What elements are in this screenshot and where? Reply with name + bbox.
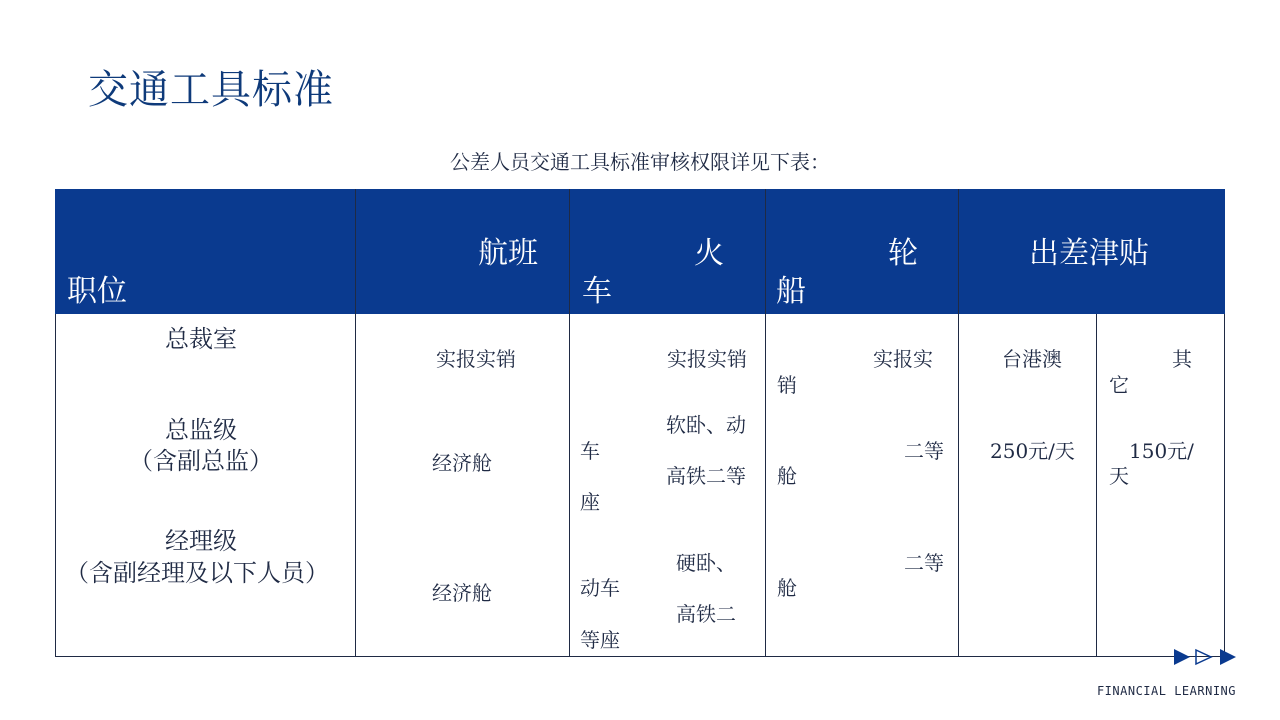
table-border-left [55,314,56,657]
train-cell: 等座 [580,628,620,652]
position-cell: （含副总监） [129,447,273,475]
navigation-arrows [1172,647,1240,671]
position-cell: 总裁室 [165,325,237,353]
allowance-region-cell: 250元/天 [990,439,1075,463]
table-border-right [1224,314,1225,657]
train-cell: 动车 [580,576,620,600]
transport-standards-table [55,189,1225,657]
train-cell: 软卧、动 [666,413,746,437]
play-arrow-filled-icon [1220,649,1236,665]
position-cell: （含副经理及以下人员） [65,559,329,587]
ship-cell: 舱 [777,464,797,488]
ship-cell: 二等 [904,551,944,575]
column-divider [569,189,570,657]
column-divider [1096,314,1097,657]
table-caption: 公差人员交通工具标准审核权限详见下表： [450,150,830,174]
position-cell: 总监级 [165,416,237,444]
footer-brand: FINANCIAL LEARNING [1096,684,1236,698]
ship-cell: 二等 [904,439,944,463]
flight-cell: 经济舱 [432,451,492,475]
flight-cell: 经济舱 [432,581,492,605]
header-cell-train: 火 车 [570,189,765,314]
header-cell-allowance: 出差津贴 [959,189,1225,314]
header-cell-ship: 轮 船 [766,189,958,314]
train-cell: 高铁二 [676,602,736,626]
column-divider [958,189,959,657]
table-border-bottom [55,656,1225,657]
position-cell: 经理级 [165,527,237,555]
play-arrow-filled-icon [1174,649,1190,665]
train-cell: 座 [580,490,600,514]
allowance-other-cell: 其 [1172,347,1192,371]
page-title: 交通工具标准 [88,67,334,113]
header-cell-flight: 航班 [356,189,569,314]
train-cell: 车 [580,439,600,463]
header-cell-position: 职位 [55,189,355,314]
train-cell: 硬卧、 [676,551,736,575]
allowance-region-cell: 台港澳 [1002,347,1062,371]
allowance-other-cell: 天 [1109,464,1129,488]
ship-cell: 销 [777,373,797,397]
allowance-other-cell: 150元/ [1129,439,1194,463]
flight-cell: 实报实销 [436,347,516,371]
ship-cell: 实报实 [873,347,933,371]
train-cell: 高铁二等 [666,464,746,488]
play-arrow-outline-icon [1196,650,1211,664]
allowance-other-cell: 它 [1109,373,1129,397]
train-cell: 实报实销 [667,347,747,371]
column-divider [355,189,356,657]
ship-cell: 舱 [777,576,797,600]
column-divider [765,189,766,657]
